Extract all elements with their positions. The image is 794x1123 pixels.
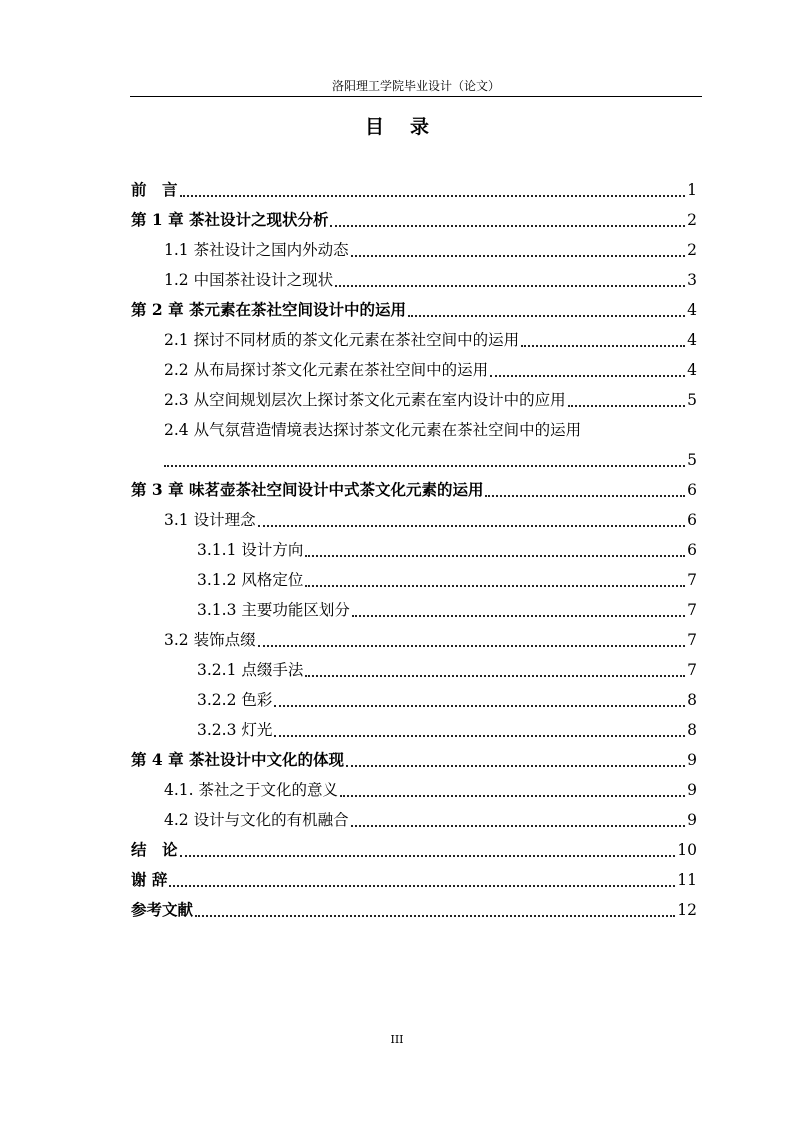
toc-entry-label: 4.2 设计与文化的有机融合 xyxy=(164,811,349,829)
toc-entry-label: 参考文献 xyxy=(131,900,194,919)
toc-leader-dots xyxy=(274,735,685,737)
toc-entry[interactable] xyxy=(131,745,697,775)
toc-entry-label: 4.1. 茶社之于文化的意义 xyxy=(164,781,339,799)
page-title xyxy=(0,114,794,140)
toc-leader-dots xyxy=(521,345,685,347)
toc-entry-page: 7 xyxy=(687,631,697,649)
toc-entry-label: 3.2 装饰点缀 xyxy=(164,631,256,649)
toc-leader-dots xyxy=(305,585,685,587)
table-of-contents xyxy=(131,175,697,925)
toc-entry-label: 3.1.2 风格定位 xyxy=(197,571,304,589)
running-header: 洛阳理工学院毕业设计（论文） xyxy=(331,79,500,93)
header-rule xyxy=(130,96,702,97)
toc-entry-page: 4 xyxy=(687,301,697,319)
toc-entry-page: 5 xyxy=(687,451,697,469)
toc-entry-label: 2.1 探讨不同材质的茶文化元素在茶社空间中的运用 xyxy=(164,331,520,349)
toc-entry-label: 2.3 从空间规划层次上探讨茶文化元素在室内设计中的应用 xyxy=(164,391,566,409)
toc-entry-label: 3.2.1 点缀手法 xyxy=(197,661,304,679)
toc-entry-label: 2.2 从布局探讨茶文化元素在茶社空间中的运用 xyxy=(164,361,489,379)
toc-leader-dots xyxy=(274,705,685,707)
toc-entry[interactable] xyxy=(131,385,697,415)
toc-entry[interactable] xyxy=(131,295,697,325)
toc-entry-label: 3.1.1 设计方向 xyxy=(197,541,304,559)
toc-leader-dots xyxy=(340,795,685,797)
toc-entry-label: 第 4 章 茶社设计中文化的体现 xyxy=(131,750,344,769)
toc-entry-page: 12 xyxy=(677,901,697,919)
toc-entry-label: 3.1 设计理念 xyxy=(164,511,256,529)
toc-entry-page: 6 xyxy=(687,541,697,559)
toc-leader-dots xyxy=(258,525,686,527)
toc-entry-page: 4 xyxy=(687,331,697,349)
title-part-2: 录 xyxy=(410,116,430,138)
toc-leader-dots xyxy=(335,285,685,287)
toc-entry[interactable] xyxy=(131,625,697,655)
toc-leader-dots xyxy=(352,615,685,617)
toc-leader-dots xyxy=(330,225,685,227)
toc-leader-dots xyxy=(408,315,685,317)
toc-leader-dots xyxy=(490,375,685,377)
toc-entry-page: 11 xyxy=(677,871,697,889)
toc-leader-dots xyxy=(305,675,685,677)
toc-leader-dots xyxy=(258,645,686,647)
toc-entry[interactable] xyxy=(131,205,697,235)
toc-leader-dots xyxy=(180,855,676,857)
toc-entry[interactable] xyxy=(131,175,697,205)
toc-entry-label: 3.2.2 色彩 xyxy=(197,691,273,709)
toc-entry-page: 6 xyxy=(687,511,697,529)
toc-entry[interactable] xyxy=(131,565,697,595)
toc-entry-label: 3.1.3 主要功能区划分 xyxy=(197,601,350,619)
toc-entry-label: 第 1 章 茶社设计之现状分析 xyxy=(131,210,329,229)
toc-entry[interactable] xyxy=(131,265,697,295)
toc-leader-dots xyxy=(180,195,686,197)
toc-entry[interactable] xyxy=(131,595,697,625)
toc-entry[interactable] xyxy=(131,325,697,355)
toc-entry[interactable] xyxy=(131,235,697,265)
toc-entry[interactable] xyxy=(131,805,697,835)
toc-entry-label: 谢 辞 xyxy=(131,870,168,889)
toc-entry-page: 7 xyxy=(687,661,697,679)
toc-entry-page: 9 xyxy=(687,751,697,769)
toc-entry-label: 前 言 xyxy=(131,180,178,199)
toc-entry[interactable] xyxy=(131,535,697,565)
toc-entry[interactable] xyxy=(131,355,697,385)
title-part-1: 目 xyxy=(364,116,384,138)
toc-entry-label: 结 论 xyxy=(131,840,178,859)
toc-entry-page: 9 xyxy=(687,811,697,829)
toc-entry-page: 2 xyxy=(687,241,697,259)
toc-entry-label: 3.2.3 灯光 xyxy=(197,721,273,739)
toc-entry-page: 10 xyxy=(677,841,697,859)
toc-entry[interactable] xyxy=(131,895,697,925)
toc-entry-page: 6 xyxy=(687,481,697,499)
toc-entry[interactable] xyxy=(131,835,697,865)
toc-entry-page: 9 xyxy=(687,781,697,799)
toc-entry-page: 3 xyxy=(687,271,697,289)
toc-entry[interactable] xyxy=(131,415,697,445)
toc-entry[interactable] xyxy=(131,655,697,685)
toc-leader-dots xyxy=(485,495,685,497)
toc-entry-label: 1.2 中国茶社设计之现状 xyxy=(164,271,334,289)
toc-entry[interactable] xyxy=(131,775,697,805)
toc-leader-dots xyxy=(346,765,685,767)
toc-entry-page: 2 xyxy=(687,211,697,229)
toc-entry-label: 1.1 茶社设计之国内外动态 xyxy=(164,241,349,259)
toc-entry-page: 8 xyxy=(687,691,697,709)
page-number: III xyxy=(390,1033,404,1046)
toc-entry[interactable] xyxy=(131,715,697,745)
toc-entry-page: 5 xyxy=(687,391,697,409)
toc-leader-dots xyxy=(351,255,686,257)
toc-leader-dots xyxy=(351,825,686,827)
toc-entry-label: 第 2 章 茶元素在茶社空间设计中的运用 xyxy=(131,300,406,319)
toc-entry-page: 7 xyxy=(687,571,697,589)
toc-leader-dots xyxy=(164,465,685,467)
toc-entry-label: 第 3 章 味茗壶茶社空间设计中式茶文化元素的运用 xyxy=(131,480,484,499)
toc-entry[interactable] xyxy=(131,445,697,475)
toc-entry[interactable] xyxy=(131,865,697,895)
toc-entry-page: 7 xyxy=(687,601,697,619)
toc-entry-page: 8 xyxy=(687,721,697,739)
toc-entry-page: 4 xyxy=(687,361,697,379)
toc-leader-dots xyxy=(169,885,675,887)
toc-entry[interactable] xyxy=(131,505,697,535)
toc-leader-dots xyxy=(568,405,686,407)
toc-leader-dots xyxy=(195,915,675,917)
toc-entry-label: 2.4 从气氛营造情境表达探讨茶文化元素在茶社空间中的运用 xyxy=(164,421,582,439)
toc-leader-dots xyxy=(305,555,685,557)
toc-entry[interactable] xyxy=(131,475,697,505)
toc-entry-page: 1 xyxy=(687,181,697,199)
toc-entry[interactable] xyxy=(131,685,697,715)
